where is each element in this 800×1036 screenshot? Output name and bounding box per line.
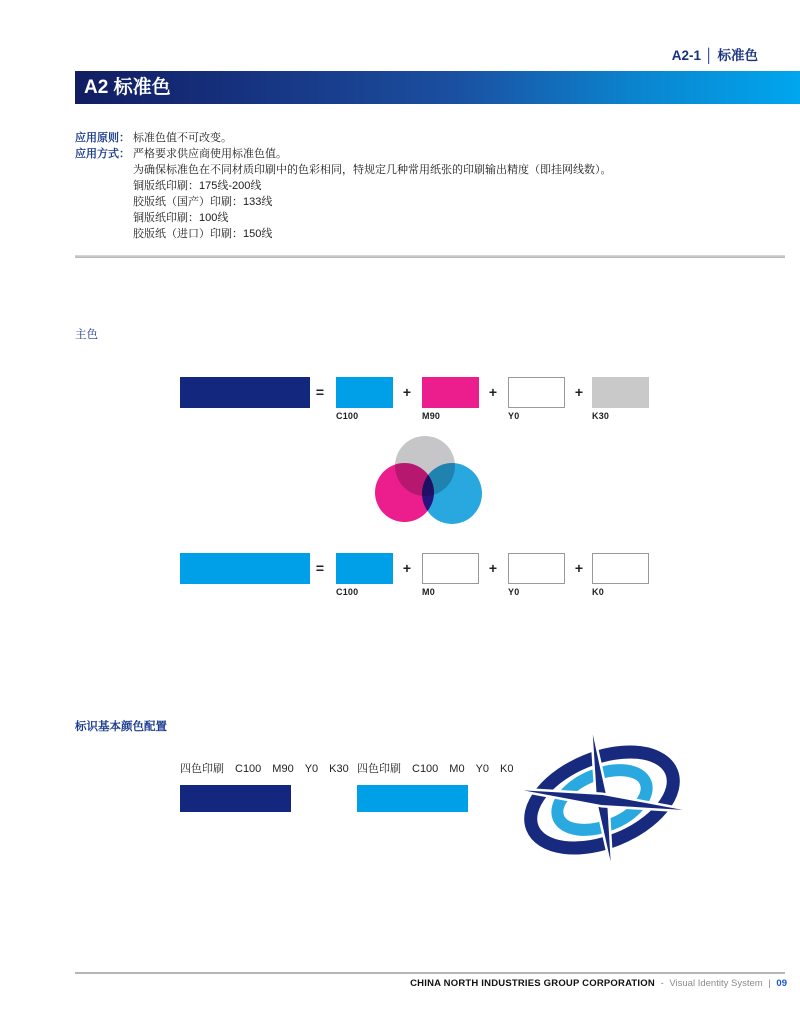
footer-system-name: Visual Identity System (669, 978, 763, 989)
principle-row (75, 130, 735, 146)
component-magenta-zero (422, 553, 479, 601)
swatch-label: K0 (592, 587, 604, 597)
result-swatch-navy (180, 377, 310, 408)
detail-line: 为确保标准色在不同材质印刷中的色彩相同，特规定几种常用纸张的印刷输出精度（即挂网线数）。 (133, 164, 612, 176)
color-equation-row-2 (180, 553, 650, 601)
component-black-30 (592, 377, 649, 425)
swatch-y0 (508, 377, 565, 408)
swatch-label: C100 (336, 411, 359, 421)
component-cyan (336, 377, 393, 425)
swatch-m90 (422, 377, 479, 408)
component-cyan (336, 553, 393, 601)
application-principles (75, 130, 735, 242)
cmyk-value: K30 (329, 763, 349, 775)
venn-circle-cyan (422, 463, 482, 524)
cmyk-value: C100 (235, 763, 262, 775)
swatch-label: K30 (592, 411, 610, 421)
color-mixing-venn (375, 434, 485, 526)
spec-text (357, 763, 514, 776)
color-spec-cyan (357, 763, 514, 812)
spec-swatch-navy (180, 785, 291, 812)
cmyk-value: M0 (449, 763, 465, 775)
principle-label: 应用原则： (75, 132, 130, 144)
cmyk-value: Y0 (304, 763, 319, 775)
footer-company-name: CHINA NORTH INDUSTRIES GROUP CORPORATION (410, 978, 655, 989)
color-spec-navy (180, 763, 349, 812)
swatch-c100 (336, 553, 393, 584)
cmyk-value: C100 (412, 763, 439, 775)
plus-sign: + (574, 384, 584, 400)
swatch-label: M90 (422, 411, 441, 421)
component-yellow-zero (508, 553, 565, 601)
swatch-k0 (592, 553, 649, 584)
plus-sign: + (574, 560, 584, 576)
component-magenta (422, 377, 479, 425)
footer-page-number: 09 (776, 978, 787, 989)
swatch-label: C100 (336, 587, 359, 597)
component-yellow-zero (508, 377, 565, 425)
section-separator: │ (705, 48, 714, 63)
logo-color-heading: 标识基本颜色配置 (75, 721, 167, 733)
principle-text: 标准色值不可改变。 (133, 132, 232, 144)
swatch-label: Y0 (508, 587, 520, 597)
cmyk-value: K0 (500, 763, 514, 775)
principle-label: 应用方式： (75, 148, 130, 160)
equals-sign: = (315, 560, 325, 576)
swatch-y0 (508, 553, 565, 584)
process-label: 四色印刷 (180, 763, 224, 775)
chapter-title: A2 标准色 (84, 77, 171, 98)
cmyk-value: M90 (272, 763, 294, 775)
spec-swatch-cyan (357, 785, 468, 812)
detail-line: 胶版纸（国产）印刷：133线 (133, 196, 273, 208)
principle-text: 严格要求供应商使用标准色值。 (133, 148, 287, 160)
corporate-logo (513, 730, 691, 870)
process-label: 四色印刷 (357, 763, 401, 775)
swatch-label: Y0 (508, 411, 520, 421)
footer-separator: | (768, 978, 771, 989)
plus-sign: + (488, 560, 498, 576)
section-title: 标准色 (717, 48, 758, 63)
detail-line: 铜版纸印刷：175线-200线 (133, 180, 262, 192)
cmyk-value: Y0 (475, 763, 490, 775)
footer-dash: - (660, 978, 664, 989)
plus-sign: + (402, 560, 412, 576)
component-black-zero (592, 553, 649, 601)
swatch-label: M0 (422, 587, 435, 597)
detail-line: 胶版纸（进口）印刷：150线 (133, 228, 273, 240)
result-swatch-cyan (180, 553, 310, 584)
section-code: A2-1 (671, 48, 702, 63)
swatch-c100 (336, 377, 393, 408)
main-color-heading: 主色 (75, 329, 98, 341)
footer-rule (75, 972, 785, 974)
color-equation-row-1 (180, 377, 650, 425)
swatch-m0 (422, 553, 479, 584)
equals-sign: = (315, 384, 325, 400)
section-divider (75, 255, 785, 258)
chapter-title-bar (75, 71, 800, 104)
plus-sign: + (488, 384, 498, 400)
principle-row (75, 146, 735, 162)
plus-sign: + (402, 384, 412, 400)
logo-mark-svg (513, 730, 691, 870)
corner-section-label (672, 44, 758, 64)
spec-text (180, 763, 349, 776)
detail-line: 铜版纸印刷：100线 (133, 212, 229, 224)
footer (407, 978, 787, 989)
swatch-k30 (592, 377, 649, 408)
